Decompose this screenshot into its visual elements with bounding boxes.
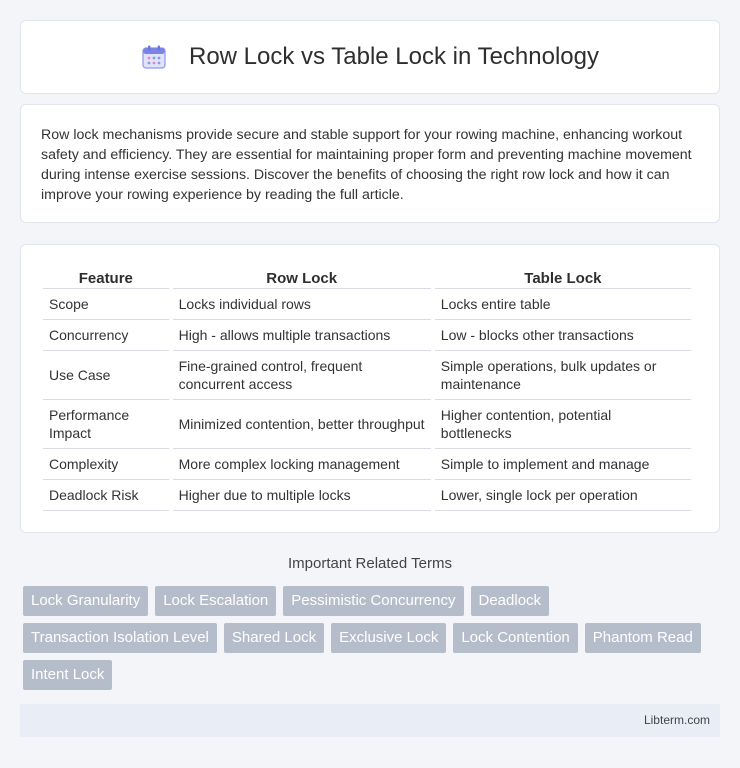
header-feature: Feature (43, 267, 169, 289)
tag-transaction-isolation-level[interactable]: Transaction Isolation Level (23, 623, 217, 653)
tag-lock-granularity[interactable]: Lock Granularity (23, 586, 148, 616)
table-cell: Fine-grained control, frequent concurrent access (173, 351, 431, 400)
table-row (43, 320, 691, 351)
table-cell: Low - blocks other transactions (435, 320, 691, 351)
title-card (20, 20, 720, 94)
header-table-lock: Table Lock (435, 267, 691, 289)
comparison-table (39, 267, 695, 511)
tag-intent-lock[interactable]: Intent Lock (23, 660, 112, 690)
tag-lock-contention[interactable]: Lock Contention (453, 623, 577, 653)
comparison-card (20, 244, 720, 533)
table-cell: More complex locking management (173, 449, 431, 480)
table-cell: Complexity (43, 449, 169, 480)
intro-paragraph: Row lock mechanisms provide secure and stable support for your rowing machine, enhancing workout safety and efficiency. They are essential for maintaining proper form and preventing machine movement during intense exercise sessions. Discover the benefits of choosing the right row lock and how it can improve your rowing experience by reading the full article. (41, 127, 692, 203)
tag-pessimistic-concurrency[interactable]: Pessimistic Concurrency (283, 586, 463, 616)
intro-card (20, 104, 720, 223)
header-row-lock: Row Lock (173, 267, 431, 289)
table-cell: Deadlock Risk (43, 480, 169, 511)
tag-deadlock[interactable]: Deadlock (471, 586, 550, 616)
table-cell: Locks individual rows (173, 289, 431, 320)
page-title: Row Lock vs Table Lock in Technology (188, 43, 599, 70)
table-cell: Lower, single lock per operation (435, 480, 691, 511)
related-terms-list (23, 586, 713, 697)
table-cell: Higher contention, potential bottlenecks (435, 400, 691, 449)
related-terms-title: Important Related Terms (288, 555, 452, 572)
table-cell: Use Case (43, 351, 169, 400)
table-row (43, 289, 691, 320)
footer (20, 704, 720, 737)
table-cell: High - allows multiple transactions (173, 320, 431, 351)
table-row (43, 449, 691, 480)
footer-brand-link[interactable]: Libterm.com (643, 713, 710, 727)
tag-shared-lock[interactable]: Shared Lock (224, 623, 324, 653)
tag-phantom-read[interactable]: Phantom Read (585, 623, 701, 653)
table-cell: Simple to implement and manage (435, 449, 691, 480)
table-cell: Minimized contention, better throughput (173, 400, 431, 449)
table-row (43, 400, 691, 449)
tag-exclusive-lock[interactable]: Exclusive Lock (331, 623, 446, 653)
table-cell: Scope (43, 289, 169, 320)
table-cell: Simple operations, bulk updates or maintenance (435, 351, 691, 400)
table-cell: Locks entire table (435, 289, 691, 320)
table-cell: Higher due to multiple locks (173, 480, 431, 511)
table-cell: Concurrency (43, 320, 169, 351)
tag-lock-escalation[interactable]: Lock Escalation (155, 586, 276, 616)
table-row (43, 351, 691, 400)
table-header-row (43, 267, 691, 289)
table-cell: Performance Impact (43, 400, 169, 449)
table-row (43, 480, 691, 511)
calendar-icon (141, 44, 167, 70)
